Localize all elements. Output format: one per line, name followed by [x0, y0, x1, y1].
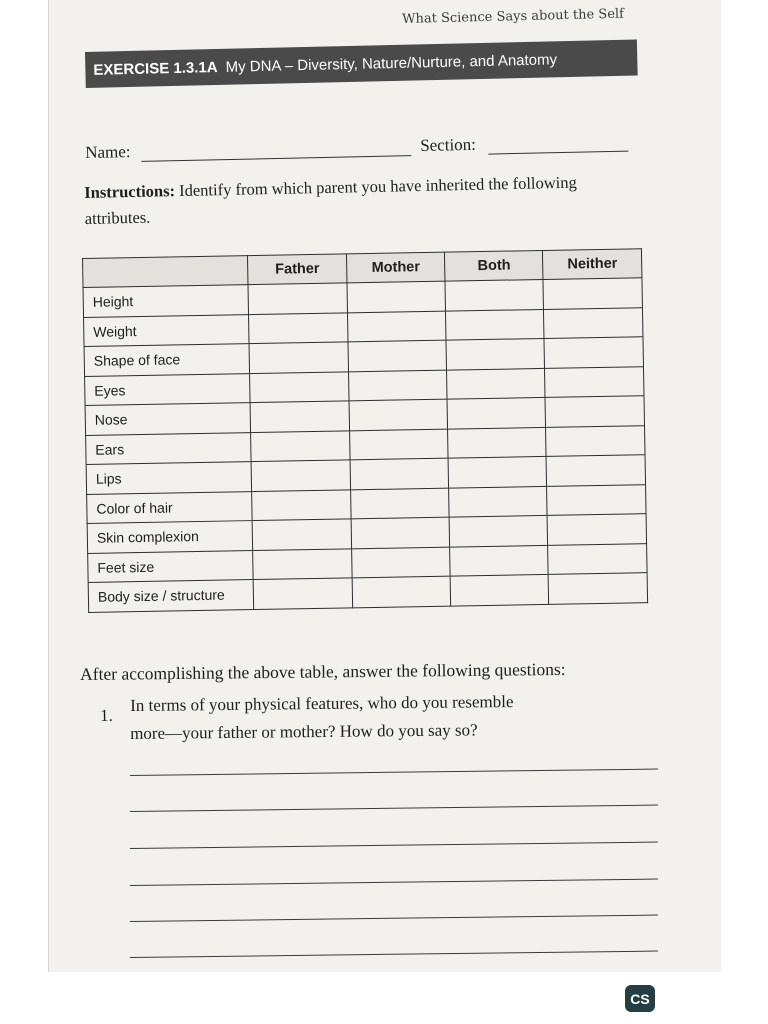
header-attribute: [83, 256, 249, 288]
mother-cell[interactable]: [348, 340, 447, 371]
neither-cell[interactable]: [546, 455, 645, 486]
neither-cell[interactable]: [548, 573, 647, 604]
row-label: Lips: [86, 462, 252, 494]
row-label: Color of hair: [87, 491, 253, 523]
neither-cell[interactable]: [547, 514, 646, 545]
question-text-line-1: In terms of your physical features, who do you resemble: [130, 691, 514, 715]
father-cell[interactable]: [251, 430, 350, 461]
row-label: Feet size: [88, 550, 254, 582]
instructions-label: Instructions:: [84, 181, 176, 202]
section-label: Section:: [420, 134, 477, 155]
father-cell[interactable]: [250, 401, 349, 432]
mother-cell[interactable]: [349, 429, 448, 460]
neither-cell[interactable]: [544, 307, 643, 338]
neither-cell[interactable]: [544, 337, 643, 368]
father-cell[interactable]: [253, 548, 352, 579]
father-cell[interactable]: [250, 371, 349, 402]
question-text-line-2: more—your father or mother? How do you say so?: [130, 720, 478, 743]
father-cell[interactable]: [249, 312, 348, 343]
both-cell[interactable]: [447, 368, 546, 399]
neither-cell[interactable]: [546, 425, 645, 456]
inheritance-table: [82, 248, 648, 612]
both-cell[interactable]: [447, 397, 546, 428]
mother-cell[interactable]: [348, 370, 447, 401]
exercise-title: My DNA – Diversity, Nature/Nurture, and Anatomy: [225, 50, 558, 76]
header-father: Father: [248, 254, 347, 285]
neither-cell[interactable]: [545, 396, 644, 427]
row-label: Height: [83, 285, 249, 317]
camscanner-logo: CS: [625, 985, 655, 1012]
father-cell[interactable]: [252, 489, 351, 520]
neither-cell[interactable]: [545, 366, 644, 397]
neither-cell[interactable]: [547, 484, 646, 515]
both-cell[interactable]: [446, 309, 545, 340]
name-label: Name:: [85, 142, 131, 162]
mother-cell[interactable]: [347, 311, 446, 342]
both-cell[interactable]: [450, 545, 549, 576]
both-cell[interactable]: [448, 427, 547, 458]
father-cell[interactable]: [252, 460, 351, 491]
mother-cell[interactable]: [349, 399, 448, 430]
neither-cell[interactable]: [548, 543, 647, 574]
row-label: Skin complexion: [87, 521, 253, 553]
instructions-text: Identify from which parent you have inherited the following attributes.: [84, 172, 577, 228]
mother-cell[interactable]: [352, 576, 451, 607]
question-number: 1.: [100, 705, 113, 725]
father-cell[interactable]: [248, 283, 347, 314]
both-cell[interactable]: [449, 486, 548, 517]
exercise-code: EXERCISE 1.3.1A: [93, 58, 218, 79]
mother-cell[interactable]: [351, 547, 450, 578]
father-cell[interactable]: [249, 342, 348, 373]
mother-cell[interactable]: [351, 517, 450, 548]
neither-cell[interactable]: [543, 278, 642, 309]
both-cell[interactable]: [448, 456, 547, 487]
mother-cell[interactable]: [350, 458, 449, 489]
after-table-prompt: After accomplishing the above table, answer the following questions:: [80, 658, 566, 684]
row-label: Ears: [86, 432, 252, 464]
both-cell[interactable]: [446, 338, 545, 369]
mother-cell[interactable]: [350, 488, 449, 519]
row-label: Nose: [85, 403, 251, 435]
row-label: Body size / structure: [88, 580, 254, 612]
father-cell[interactable]: [254, 578, 353, 609]
row-label: Eyes: [85, 373, 251, 405]
header-mother: Mother: [346, 252, 445, 283]
row-label: Shape of face: [84, 344, 250, 376]
mother-cell[interactable]: [347, 281, 446, 312]
row-label: Weight: [84, 314, 250, 346]
both-cell[interactable]: [449, 515, 548, 546]
running-head: What Science Says about the Self: [402, 6, 625, 27]
header-both: Both: [445, 250, 544, 281]
father-cell[interactable]: [253, 519, 352, 550]
both-cell[interactable]: [445, 279, 544, 310]
both-cell[interactable]: [450, 574, 549, 605]
header-neither: Neither: [543, 249, 642, 280]
